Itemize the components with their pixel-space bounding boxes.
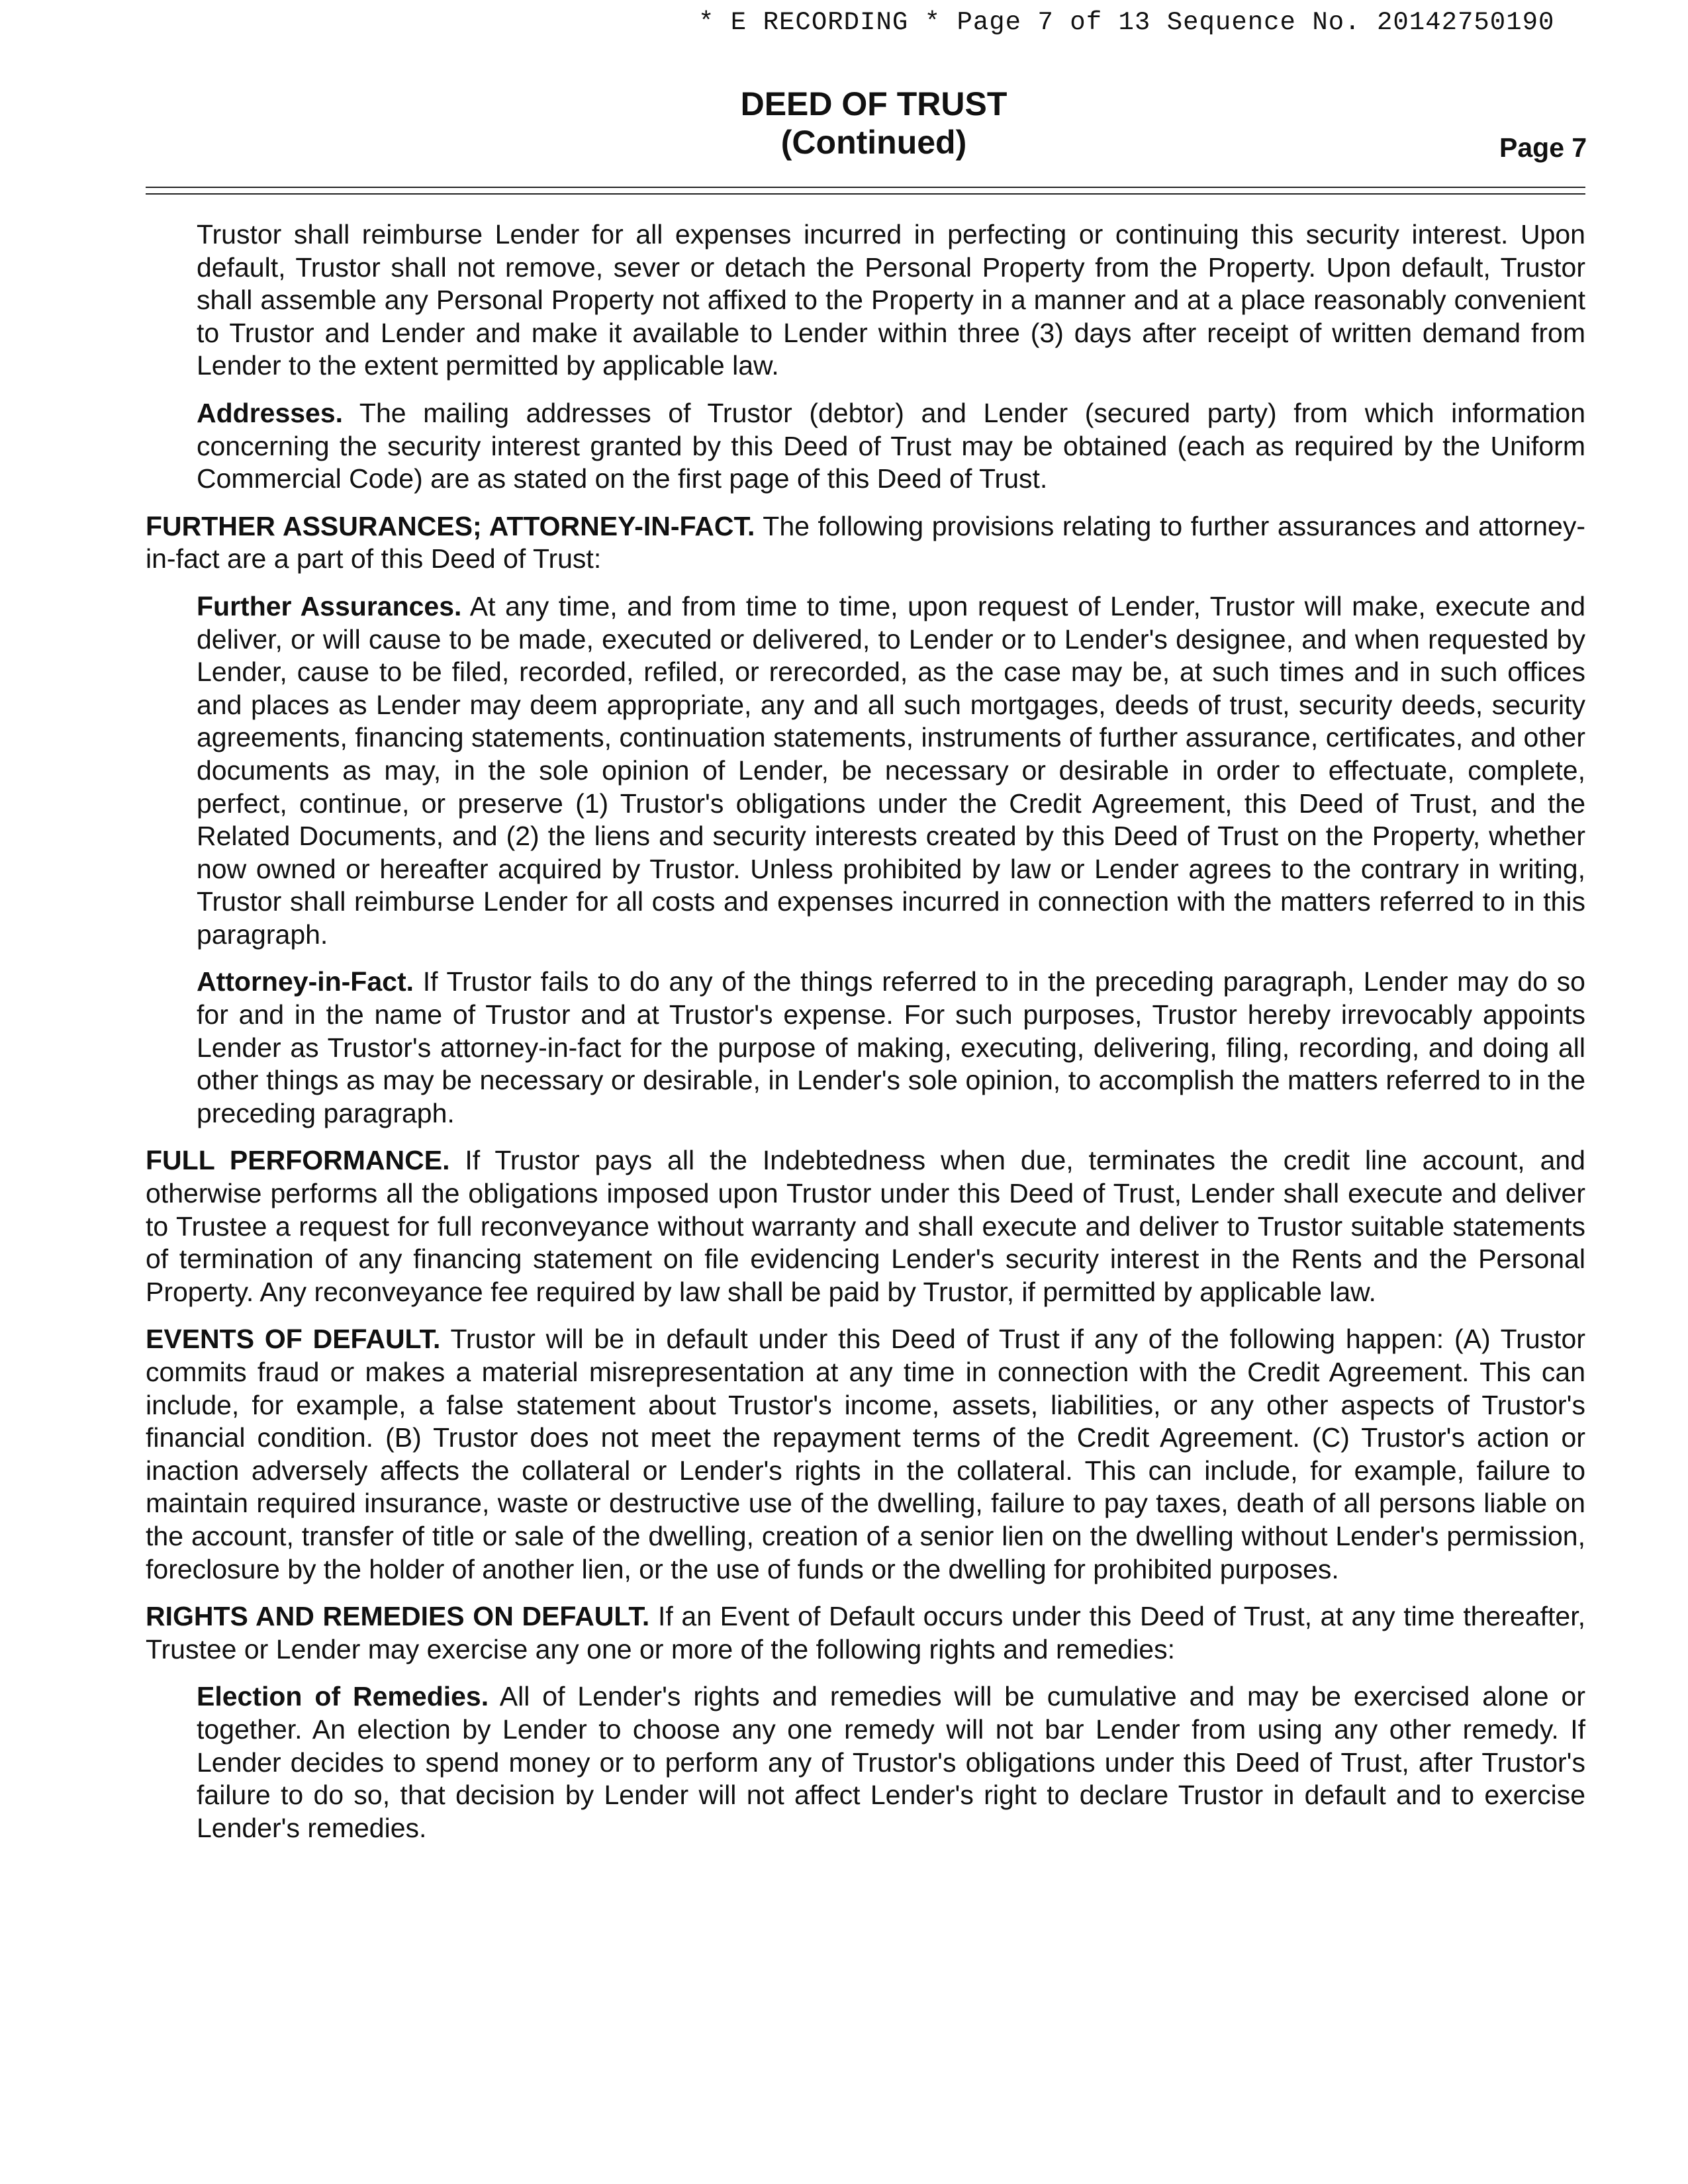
paragraph-text: If Trustor pays all the Indebtedness when due, terminates the credit line account, and otherwise performs all the obligations imposed upon Trustor under this Deed of Trust, Lender shall execute and deliver to Trustee a request for full reconveyance without warranty and shall execute and deliver to Trustor suitable statements of termination of any financing statement on file evidencing Lender's security interest in the Rents and the Personal Property. Any reconveyance fee required by law shall be paid by Trustor, if permitted by applicable law. xyxy=(146,1145,1585,1307)
paragraph-text: Trustor shall reimburse Lender for all expenses incurred in perfecting or continuing this security interest. Upon default, Trustor shall not remove, sever or detach the Personal Property from the Property. Upon default, Trustor shall assemble any Personal Property not affixed to the Property in a manner and at a place reasonably convenient to Trustor and Lender and make it available to Lender within three (3) days after receipt of written demand from Lender to the extent permitted by applicable law. xyxy=(197,219,1585,381)
header-rule-bottom xyxy=(146,193,1585,195)
paragraph-continued xyxy=(197,218,1585,383)
recording-stamp: * E RECORDING * Page 7 of 13 Sequence No. 20142750190 xyxy=(698,8,1555,37)
paragraph-addresses xyxy=(197,397,1585,496)
document-title xyxy=(0,85,1688,161)
paragraph-events-of-default xyxy=(146,1323,1585,1586)
paragraph-election-of-remedies xyxy=(197,1680,1585,1844)
title-line-1: DEED OF TRUST xyxy=(740,85,1008,122)
paragraph-full-performance xyxy=(146,1144,1585,1308)
paragraph-heading: Addresses. xyxy=(197,397,344,428)
title-line-2: (Continued) xyxy=(780,124,967,161)
paragraph-text: Trustor will be in default under this Deed of Trust if any of the following happen: (A) Trustor commits fraud or makes a material misrepresentation at any time in connection with the Credit Agreement. This can include, for example, a false statement about Trustor's income, assets, liabilities, or any other aspects of Trustor's financial condition. (B) Trustor does not meet the repayment terms of the Credit Agreement. (C) Trustor's action or inaction adversely affects the collateral or Lender's rights in the collateral. This can include, for example, failure to maintain required insurance, waste or destructive use of the dwelling, failure to pay taxes, death of all persons liable on the account, transfer of title or sale of the dwelling, creation of a senior lien on the dwelling without Lender's permission, foreclosure by the holder of another lien, or the use of funds or the dwelling for prohibited purposes. xyxy=(146,1324,1585,1584)
section-heading: EVENTS OF DEFAULT. xyxy=(146,1324,441,1355)
paragraph-text: At any time, and from time to time, upon request of Lender, Trustor will make, execute and deliver, or will cause to be made, executed or delivered, to Lender or to Lender's designee, and when requested by Lender, cause to be filed, recorded, refiled, or rerecorded, as the case may be, at such times and in such offices and places as Lender may deem appropriate, any and all such mortgages, deeds of trust, security deeds, security agreements, financing statements, continuation statements, instruments of further assurance, certificates, and other documents as may, in the sole opinion of Lender, be necessary or desirable in order to effectuate, complete, perfect, continue, or preserve (1) Trustor's obligations under the Credit Agreement, this Deed of Trust, and the Related Documents, and (2) the liens and security interests created by this Deed of Trust on the Property, whether now owned or hereafter acquired by Trustor. Unless prohibited by law or Lender agrees to the contrary in writing, Trustor shall reimburse Lender for all costs and expenses incurred in connection with the matters referred to in this paragraph. xyxy=(197,590,1585,950)
section-heading: FULL PERFORMANCE. xyxy=(146,1145,450,1176)
header-rule-top xyxy=(146,187,1585,188)
paragraph-text: All of Lender's rights and remedies will be cumulative and may be exercised alone or together. An election by Lender to choose any one remedy will not bar Lender from using any other remedy. If Lender decides to spend money or to perform any of Trustor's obligations under this Deed of Trust, after Trustor's failure to do so, that decision by Lender will not affect Lender's right to declare Trustor in default and to exercise Lender's remedies. xyxy=(197,1681,1585,1843)
paragraph-further-assurances-attorney xyxy=(146,510,1585,576)
paragraph-heading: Attorney-in-Fact. xyxy=(197,966,414,997)
page-number: Page 7 xyxy=(1499,132,1587,163)
paragraph-text: If Trustor fails to do any of the things referred to in the preceding paragraph, Lender may do so for and in the name of Trustor and at Trustor's expense. For such purposes, Trustor hereby irrevocably appoints Lender as Trustor's attorney-in-fact for the purpose of making, executing, delivering, filing, recording, and doing all other things as may be necessary or desirable, in Lender's sole opinion, to accomplish the matters referred to in the preceding paragraph. xyxy=(197,966,1585,1128)
paragraph-text: The following provisions relating to further assurances and attorney-in-fact are a part of this Deed of Trust: xyxy=(146,510,1585,574)
paragraph-text: The mailing addresses of Trustor (debtor) and Lender (secured party) from which information concerning the security interest granted by this Deed of Trust may be obtained (each as required by the Uniform Commercial Code) are as stated on the first page of this Deed of Trust. xyxy=(197,397,1586,494)
section-heading: RIGHTS AND REMEDIES ON DEFAULT. xyxy=(146,1601,650,1632)
section-heading: FURTHER ASSURANCES; ATTORNEY-IN-FACT. xyxy=(146,510,755,541)
paragraph-heading: Election of Remedies. xyxy=(197,1681,489,1712)
paragraph-heading: Further Assurances. xyxy=(197,590,462,621)
paragraph-attorney-in-fact xyxy=(197,966,1585,1130)
paragraph-text: If an Event of Default occurs under this Deed of Trust, at any time thereafter, Trustee or Lender may exercise any one or more of the following rights and remedies: xyxy=(146,1601,1585,1664)
paragraph-further-assurances xyxy=(197,590,1585,952)
paragraph-rights-and-remedies xyxy=(146,1600,1585,1666)
document-body xyxy=(146,218,1585,1859)
